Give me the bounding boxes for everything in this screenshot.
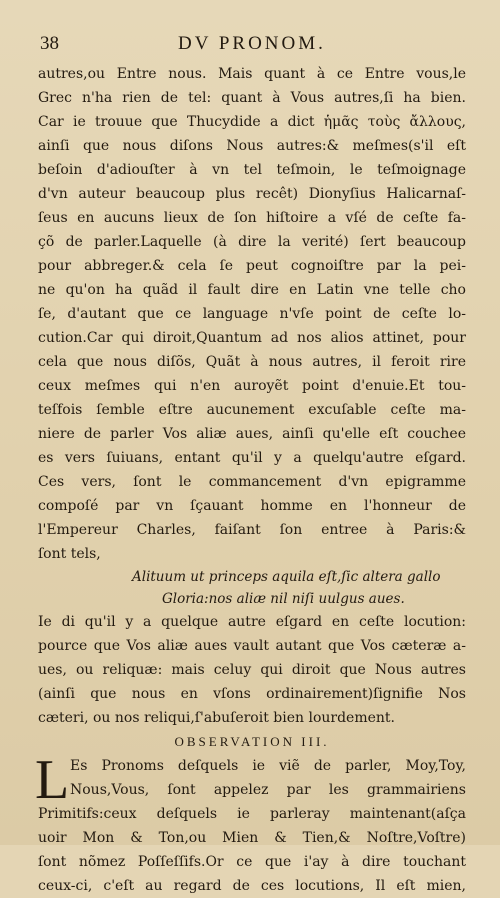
text-line: uoir Mon & Ton,ou Mien & Tien,& Noſtre,Voſtre) [38,830,466,846]
text-line: teſfois ſemble eſtre aucunement excuſable ceſte ma- [38,402,466,418]
verse-line: Alituum ut princeps aquila eſt,ſic altera gallo [132,569,441,585]
text-line: ceux meſmes qui n'en auroyẽt point d'enuie.Et tou- [38,378,466,394]
verse-line: Gloria:nos aliæ nil niſi uulgus aues. [162,591,405,607]
text-line: es vers ſuiuans, entant qu'il y a quelqu'autre eſgard. [38,450,466,466]
text-line: Es Pronoms deſquels ie viẽ de parler, Moy,Toy, [70,758,466,774]
text-line: autres,ou Entre nous. Mais quant à ce Entre vous,le [38,66,466,82]
text-line: Primitifs:ceux deſquels ie parleray maintenant(aſça [38,806,466,822]
drop-cap: L [35,749,70,811]
text-line: (ainſi que nous en vſons ordinairement)ſignifie Nos [38,686,466,702]
text-line: d'vn auteur beaucoup plus recêt) Dionyſius Halicarnaſ- [38,186,466,202]
text-line: pour abbreger.& cela ſe peut cognoiſtre par la pei- [38,258,466,274]
text-line: beſoin d'adiouſter à vn tel teſmoin, le teſmoignage [38,162,466,178]
text-line: l'Empereur Charles, faiſant ſon entree à Paris:& [38,522,466,538]
text-line: Ces vers, ſont le commancement d'vn epigramme [38,474,466,490]
text-line: niere de parler Vos aliæ aues, ainſi qu'elle eſt couchee [38,426,466,442]
text-line: pource que Vos aliæ aues vault autant que Vos cæteræ a- [38,638,466,654]
text-line: compoſé par vn ſçauant homme en l'honneur de [38,498,466,514]
page-number: 38 [40,33,59,54]
text-line: Ie di qu'il y a quelque autre eſgard en ceſte locution: [38,614,466,630]
page-header [40,33,470,59]
text-line: Grec n'ha rien de tel: quant à Vous autres,ſi ha bien. [38,90,466,106]
text-line: ſont nõmez Poſſeſſifs.Or ce que i'ay à dire touchant [38,854,466,870]
text-line: ceux-ci, c'eſt au regard de ces locutions, Il eſt mien, [38,878,466,894]
text-line: ues, ou reliquæ: mais celuy qui diroit que Nous autres [38,662,466,678]
text-line: ſe, d'autant que ce language n'vſe point de ceſte lo- [38,306,466,322]
body-text [35,62,466,898]
text-line: Car ie trouue que Thucydide a dict ἡμᾶς τοὺς ἄλλους, [38,114,466,130]
text-line: cela que nous diſõs, Quãt à nous autres, il feroit rire [38,354,466,370]
text-line: cution.Car qui diroit,Quantum ad nos alios attinet, pour [38,330,466,346]
text-line: çõ de parler.Laquelle (à dire la verité) ſert beaucoup [38,234,466,250]
text-line: Nous,Vous, ſont appelez par les grammairiens [70,782,466,798]
text-line: ainſi que nous diſons Nous autres:& meſmes(s'il eſt [38,138,466,154]
text-line: cæteri, ou nos reliqui,ſ'abuſeroit bien lourdement. [38,710,395,726]
text-line: ſeus en aucuns lieux de ſon hiſtoire a vſé de ceſte fa- [38,210,466,226]
running-title: DV PRONOM. [178,33,326,54]
text-line: ſont tels, [38,546,101,562]
text-line: ne qu'on ha quãd il fault dire en Latin vne telle cho [38,282,466,298]
section-heading: OBSERVATION III. [174,734,330,749]
drop-cap-block [35,749,466,811]
